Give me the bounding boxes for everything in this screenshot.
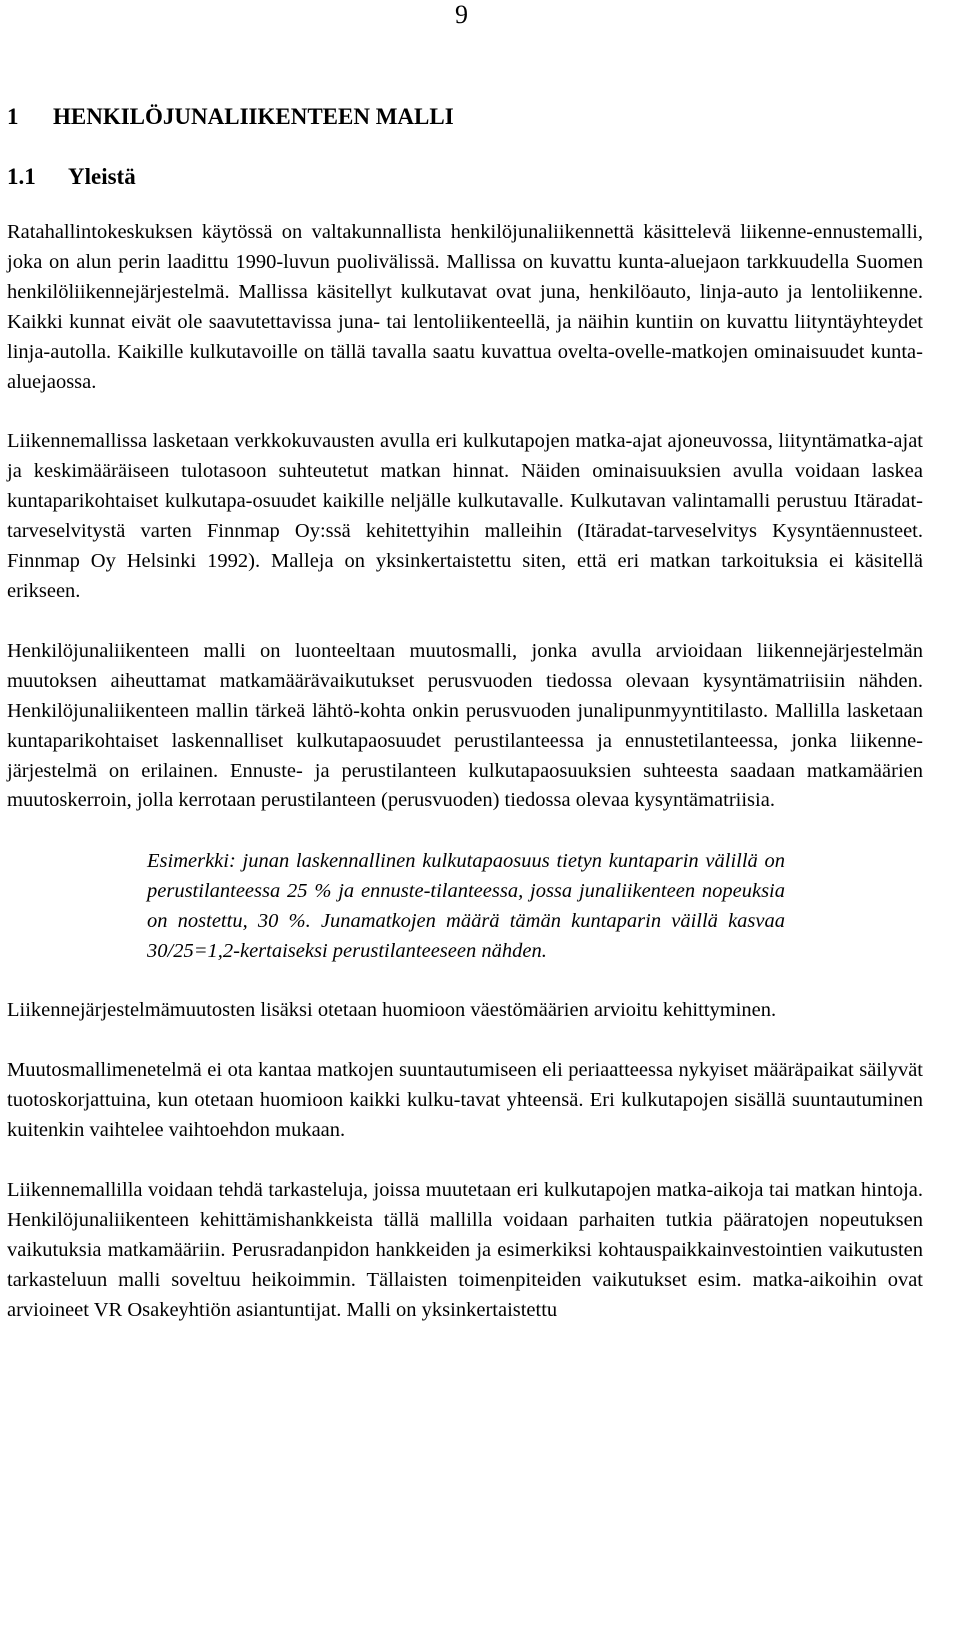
paragraph: Ratahallintokeskuksen käytössä on valtakunnallista henkilöjunaliikennettä käsittelevä liikenne-ennustemalli, joka on alun perin laadittu 1990-luvun puolivälissä. Mallissa on kuvattu kunta-aluejaon tarkkuudella Suomen henkilöliikennejärjestelmä. Mallissa käsitellyt kulkutavat ovat juna, henkilöauto, linja-auto ja lentoliikenne. Kaikki kunnat eivät ole saavutettavissa juna- tai lentoliikenteellä, ja näihin kuntiin on kuvattu liityntäyhteydet linja-autolla. Kaikille kulkutavoille on tällä tavalla saatu kuvattua ovelta-ovelle-matkojen ominaisuudet kunta-aluejaossa. — [7, 221, 923, 393]
chapter-title: HENKILÖJUNALIIKENTEEN MALLI — [53, 104, 454, 129]
paragraph: Liikennejärjestelmämuutosten lisäksi otetaan huomioon väestömäärien arvioitu kehittyminen. — [7, 999, 777, 1022]
paragraph: Liikennemallilla voidaan tehdä tarkasteluja, joissa muutetaan eri kulkutapojen matka-aikoja tai matkan hintoja. Henkilöjunaliikenteen kehittämishankkeista tällä mallilla voidaan parhaiten tutkia pääratojen nopeutuksen vaikutuksia matkamääriin. Perusradanpidon hankkeiden ja esimerkiksi kohtauspaikkainvestointien vaikutusten tarkasteluun malli soveltuu heikoimmin. Tällaisten toimenpiteiden vaikutukset esim. matka-aikoihin ovat arvioineet VR Osakeyhtiön asiantuntijat. Malli on yksinkertaistettu — [7, 1178, 923, 1321]
section-heading — [7, 162, 923, 218]
page-content — [7, 102, 923, 1355]
chapter-heading — [7, 102, 923, 162]
paragraph: Liikennemallissa lasketaan verkkokuvausten avulla eri kulkutapojen matka-ajat ajoneuvossa, liityntämatka-ajat ja keskimääräiseen tulotasoon suhteutetut matkan hinnat. Näiden ominaisuuksien avulla voidaan laskea kuntaparikohtaiset kulkutapa-osuudet kaikille neljälle kulkutavalle. Kulkutavan valintamalli perustuu Itäradat-tarveselvitystä varten Finnmap Oy:ssä kehitettyihin malleihin (Itäradat-tarveselvitys Kysyntäennusteet. Finnmap Oy Helsinki 1992). Malleja on yksinkertaistettu siten, että eri matkan tarkoituksia ei käsitellä erikseen. — [7, 430, 923, 602]
chapter-number: 1 — [7, 104, 19, 129]
paragraph: Muutosmallimenetelmä ei ota kantaa matkojen suuntautumiseen eli periaatteessa nykyiset määräpaikat säilyvät tuotoskorjattuina, kun otetaan huomioon kaikki kulku-tavat yhteensä. Eri kulkutapojen sisällä suuntautuminen kuitenkin vaihtelee vaihtoehdon mukaan. — [7, 1059, 923, 1142]
section-title: Yleistä — [68, 164, 136, 189]
paragraph: Henkilöjunaliikenteen malli on luonteeltaan muutosmalli, jonka avulla arvioidaan liikennejärjestelmän muutoksen aiheuttamat matkamäärävaikutukset perusvuoden tiedossa olevaan kysyntämatriisiin nähden. Henkilöjunaliikenteen mallin tärkeä lähtö-kohta onkin perusvuoden junalipunmyyntitilasto. Mallilla lasketaan kuntaparikohtaiset laskennalliset kulkutapaosuudet perustilanteessa ja ennustetilanteessa, jonka liikenne-järjestelmä on erilainen. Ennuste- ja perustilanteen kulkutapaosuuksien suhteesta saadaan matkamäärien muutoskerroin, jolla kerrotaan perustilanteen (perusvuoden) tiedossa olevaa kysyntämatriisia. — [7, 639, 923, 812]
section-number: 1.1 — [7, 164, 36, 189]
example-block: Esimerkki: junan laskennallinen kulkutapaosuus tietyn kuntaparin välillä on perustilanteessa 25 % ja ennuste-tilanteessa, jossa junaliikenteen nopeuksia on nostettu, 30 %. Junamatkojen määrä tämän kuntaparin väillä kasvaa 30/25=1,2-kertaiseksi perustilanteeseen nähden. — [147, 850, 785, 963]
page-number: 9 — [455, 0, 468, 29]
